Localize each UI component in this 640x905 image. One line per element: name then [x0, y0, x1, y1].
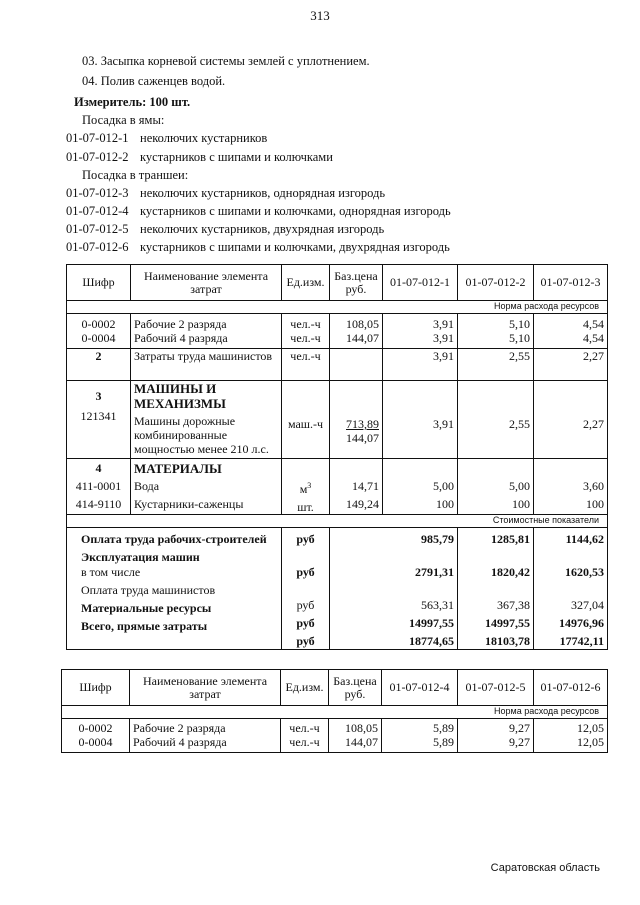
cell-unit: чел.-ч	[281, 719, 329, 736]
cell-v2: 2,55	[458, 349, 534, 381]
cost-operators: Оплата труда машинистов	[81, 583, 216, 597]
col-header-c1: 01-07-012-4	[382, 670, 458, 706]
item-code: 01-07-012-2	[66, 150, 129, 164]
cost-names	[67, 528, 282, 650]
spacer	[333, 547, 454, 565]
value: 327,04	[571, 598, 604, 612]
cell-v3: 2,27	[534, 381, 608, 459]
unit: руб	[296, 598, 315, 612]
spacer	[285, 547, 326, 565]
cell-v3: 4,54	[534, 314, 608, 332]
cell-unit: чел.-ч	[281, 735, 329, 753]
item-code: 01-07-012-1	[66, 131, 129, 145]
cell-name: Затраты труда машинистов	[131, 349, 282, 381]
cell-v2: 2,55	[458, 381, 534, 459]
cost-v3	[534, 528, 608, 650]
value: 100	[436, 497, 454, 511]
item-code: 414-9110	[75, 497, 122, 511]
item-text: неколючих кустарников, однорядная изгородь	[140, 186, 386, 200]
cell-v1: 5,89	[382, 735, 458, 753]
item-code: 411-0001	[75, 479, 122, 493]
table-header-row	[62, 670, 608, 706]
cell-price	[330, 349, 383, 381]
value: 14997,55	[409, 616, 454, 630]
value: 563,31	[421, 598, 454, 612]
col-header-c2: 01-07-012-2	[458, 265, 534, 301]
unit-shrub: шт.	[297, 500, 314, 514]
cost-incl: в том числе	[81, 565, 141, 579]
list-item	[66, 204, 451, 219]
value: 985,79	[421, 532, 454, 546]
cost-label-row	[67, 515, 608, 528]
region-footer: Саратовская область	[490, 862, 600, 874]
value: 14976,96	[559, 616, 604, 630]
item-code: 01-07-012-6	[66, 240, 129, 254]
cost-units	[282, 528, 330, 650]
cost-workers: Оплата труда рабочих-строителей	[81, 532, 267, 546]
cell-v2	[458, 459, 534, 515]
price: 14,71	[352, 479, 379, 493]
unit: руб	[296, 532, 315, 546]
cell-unit	[282, 459, 330, 515]
col-header-c1: 01-07-012-1	[383, 265, 458, 301]
spacer	[537, 547, 604, 565]
cell-price: 144,07	[329, 735, 382, 753]
cell-name: Рабочий 4 разряда	[131, 331, 282, 349]
col-header-code: Шифр	[67, 265, 131, 301]
cell-code: 0-0004	[62, 735, 130, 753]
item-code: 121341	[80, 409, 117, 423]
cell-name: Рабочий 4 разряда	[130, 735, 281, 753]
cell-v3	[534, 459, 608, 515]
table-row	[62, 735, 608, 753]
cell-v3: 2,27	[534, 349, 608, 381]
value: 14997,55	[485, 616, 530, 630]
cell-v2: 5,10	[458, 314, 534, 332]
cost-materials: Материальные ресурсы	[81, 601, 212, 615]
cell-unit: маш.-ч	[282, 381, 330, 459]
step-03: 03. Засыпка корневой системы землей с уплотнением.	[82, 54, 370, 68]
cost-block	[67, 528, 608, 650]
cell-price: 144,07	[330, 331, 383, 349]
step-04: 04. Полив саженцев водой.	[82, 74, 226, 88]
cell-unit: чел.-ч	[282, 349, 330, 381]
norm-label-row	[67, 301, 608, 314]
cell-code: 0-0004	[67, 331, 131, 349]
list-item	[66, 222, 384, 237]
cell-code: 0-0002	[62, 719, 130, 736]
cell-code	[67, 381, 131, 459]
value: 1820,42	[491, 565, 530, 579]
price-top: 713,89	[346, 417, 379, 431]
item-text: неколючих кустарников, двухрядная изгородь	[140, 222, 385, 236]
col-header-c2: 01-07-012-5	[458, 670, 534, 706]
norm-label: Норма расхода ресурсов	[67, 301, 608, 314]
spacer	[461, 580, 530, 595]
cell-name	[131, 459, 282, 515]
value: 3,60	[583, 479, 604, 493]
unit: руб	[296, 634, 315, 648]
unit-sup: 3	[307, 481, 312, 490]
cost-v2	[458, 528, 534, 650]
cell-v2: 5,10	[458, 331, 534, 349]
section-title: МАТЕРИАЛЫ	[134, 461, 222, 476]
value: 100	[586, 497, 604, 511]
value: 1144,62	[565, 532, 604, 546]
cell-v1: 5,89	[382, 719, 458, 736]
cell-unit: чел.-ч	[282, 331, 330, 349]
spacer	[333, 580, 454, 595]
cell-unit: чел.-ч	[282, 314, 330, 332]
value: 2791,31	[415, 565, 454, 579]
col-header-unit: Ед.изм.	[281, 670, 329, 706]
machines-row	[67, 381, 608, 459]
cell-price	[330, 381, 383, 459]
price-bottom: 144,07	[346, 431, 379, 445]
table-row	[67, 331, 608, 349]
section-code: 3	[95, 389, 102, 403]
cell-code: 0-0002	[67, 314, 131, 332]
cell-code: 2	[67, 349, 131, 381]
cost-total: Всего, прямые затраты	[81, 619, 208, 633]
item-code: 01-07-012-5	[66, 222, 129, 236]
spacer	[537, 580, 604, 595]
value: 5,00	[509, 479, 530, 493]
value: 1620,53	[565, 565, 604, 579]
cell-v1: 3,91	[383, 349, 458, 381]
cell-name: Рабочие 2 разряда	[130, 719, 281, 736]
cell-v1: 3,91	[383, 381, 458, 459]
value: 5,00	[433, 479, 454, 493]
cell-name: Рабочие 2 разряда	[131, 314, 282, 332]
item-code: 01-07-012-4	[66, 204, 129, 218]
cell-v1	[383, 459, 458, 515]
item-code: 01-07-012-3	[66, 186, 129, 200]
table-row	[67, 314, 608, 332]
col-header-code: Шифр	[62, 670, 130, 706]
value: 1285,81	[491, 532, 530, 546]
labor-row	[67, 349, 608, 381]
cell-v2: 9,27	[458, 719, 534, 736]
spacer	[285, 580, 326, 595]
unit: руб	[296, 565, 315, 579]
norm-label: Норма расхода ресурсов	[62, 706, 608, 719]
item-name: Кустарники-саженцы	[134, 497, 244, 511]
list-item	[66, 240, 450, 255]
cell-price: 108,05	[329, 719, 382, 736]
resource-table-1	[66, 264, 608, 650]
item-text: кустарников с шипами и колючками, двухрядная изгородь	[140, 240, 450, 254]
unit-base: м	[299, 482, 308, 496]
cell-price: 108,05	[330, 314, 383, 332]
cost-machines: Эксплуатация машин	[81, 550, 200, 564]
materials-row	[67, 459, 608, 515]
table-row	[62, 719, 608, 736]
list-item	[66, 131, 267, 146]
cell-price	[330, 459, 383, 515]
unit: руб	[296, 616, 315, 630]
col-header-c3: 01-07-012-3	[534, 265, 608, 301]
group1-title: Посадка в ямы:	[82, 113, 165, 127]
cell-v3: 12,05	[534, 735, 608, 753]
price: 149,24	[346, 497, 379, 511]
cell-v2: 9,27	[458, 735, 534, 753]
col-header-name: Наименование элемента затрат	[131, 265, 282, 301]
item-name: Вода	[134, 479, 160, 493]
item-text: кустарников с шипами и колючками, однорядная изгородь	[140, 204, 451, 218]
list-item	[66, 186, 385, 201]
section-code: 4	[95, 461, 102, 475]
cell-v1: 3,91	[383, 314, 458, 332]
table-header-row	[67, 265, 608, 301]
page-number: 313	[310, 8, 330, 23]
col-header-price: Баз.цена руб.	[330, 265, 383, 301]
col-header-c3: 01-07-012-6	[534, 670, 608, 706]
spacer	[461, 547, 530, 565]
norm-label-row	[62, 706, 608, 719]
value: 18774,65	[409, 634, 454, 648]
item-text: неколючих кустарников	[140, 131, 268, 145]
value: 18103,78	[485, 634, 530, 648]
cost-label: Стоимостные показатели	[67, 515, 608, 528]
unit-water	[285, 479, 326, 496]
cell-code	[67, 459, 131, 515]
item-text: кустарников с шипами и колючками	[140, 150, 333, 164]
item-name: Машины дорожные комбинированные мощностью менее 210 л.с.	[134, 414, 269, 456]
section-title: МАШИНЫ И МЕХАНИЗМЫ	[134, 381, 226, 411]
cell-v3: 4,54	[534, 331, 608, 349]
group2-title: Посадка в траншеи:	[82, 168, 189, 182]
value: 17742,11	[559, 634, 604, 648]
cost-v1	[330, 528, 458, 650]
cell-v3: 12,05	[534, 719, 608, 736]
col-header-unit: Ед.изм.	[282, 265, 330, 301]
meter: Измеритель: 100 шт.	[74, 95, 191, 109]
cell-v1: 3,91	[383, 331, 458, 349]
list-item	[66, 150, 333, 165]
resource-table-2	[61, 669, 608, 753]
value: 367,38	[497, 598, 530, 612]
col-header-name: Наименование элемента затрат	[130, 670, 281, 706]
cell-name	[131, 381, 282, 459]
col-header-price: Баз.цена руб.	[329, 670, 382, 706]
value: 100	[512, 497, 530, 511]
